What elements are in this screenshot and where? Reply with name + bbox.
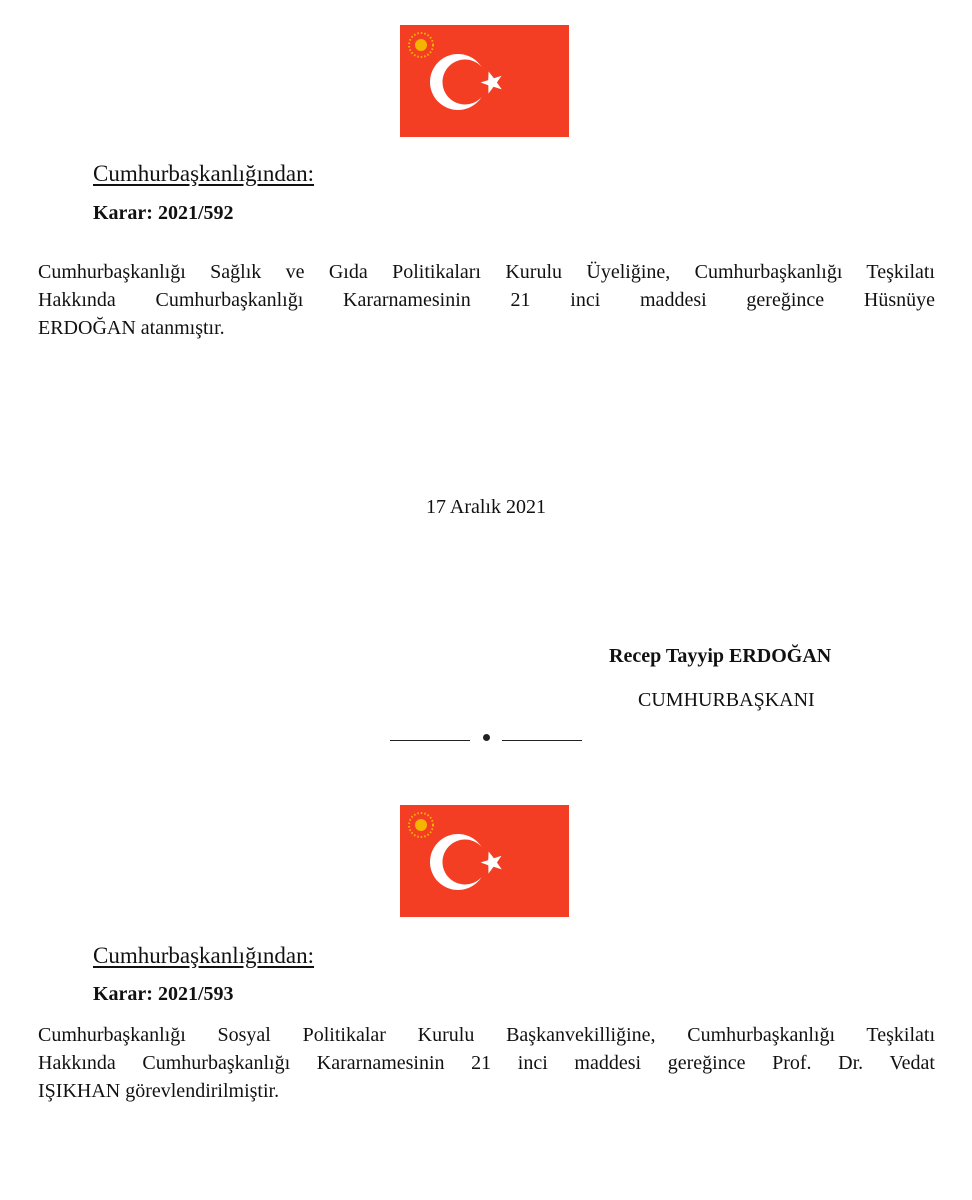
- separator-line: [390, 740, 470, 741]
- presidential-flag-icon: [400, 25, 569, 137]
- body-line: IŞIKHAN görevlendirilmiştir.: [38, 1080, 280, 1102]
- body-line: Cumhurbaşkanlığı Sosyal Politikalar Kurulu Başkanvekilliğine, Cumhurbaşkanlığı Teşkilatı: [38, 1024, 935, 1046]
- separator-line: [502, 740, 582, 741]
- decision-body: [38, 1021, 935, 1105]
- body-line: Hakkında Cumhurbaşkanlığı Kararnamesinin 21 inci maddesi gereğince Hüsnüye: [38, 289, 935, 311]
- body-line: Hakkında Cumhurbaşkanlığı Kararnamesinin 21 inci maddesi gereğince Prof. Dr. Vedat: [38, 1052, 935, 1074]
- decision-number: Karar: 2021/592: [93, 202, 234, 224]
- body-line: Cumhurbaşkanlığı Sağlık ve Gıda Politikaları Kurulu Üyeliğine, Cumhurbaşkanlığı Teşkilatı: [38, 261, 935, 283]
- decision-date: 17 Aralık 2021: [426, 496, 546, 518]
- presidential-flag-icon: [400, 805, 569, 917]
- body-line: ERDOĞAN atanmıştır.: [38, 317, 225, 339]
- signatory-title: CUMHURBAŞKANI: [638, 689, 815, 711]
- decision-number: Karar: 2021/593: [93, 983, 234, 1005]
- separator-dot: [483, 734, 490, 741]
- issuer-heading: Cumhurbaşkanlığından:: [93, 943, 315, 968]
- issuer-heading: Cumhurbaşkanlığından:: [93, 161, 315, 186]
- signatory-name: Recep Tayyip ERDOĞAN: [609, 645, 832, 667]
- decision-body: [38, 258, 935, 342]
